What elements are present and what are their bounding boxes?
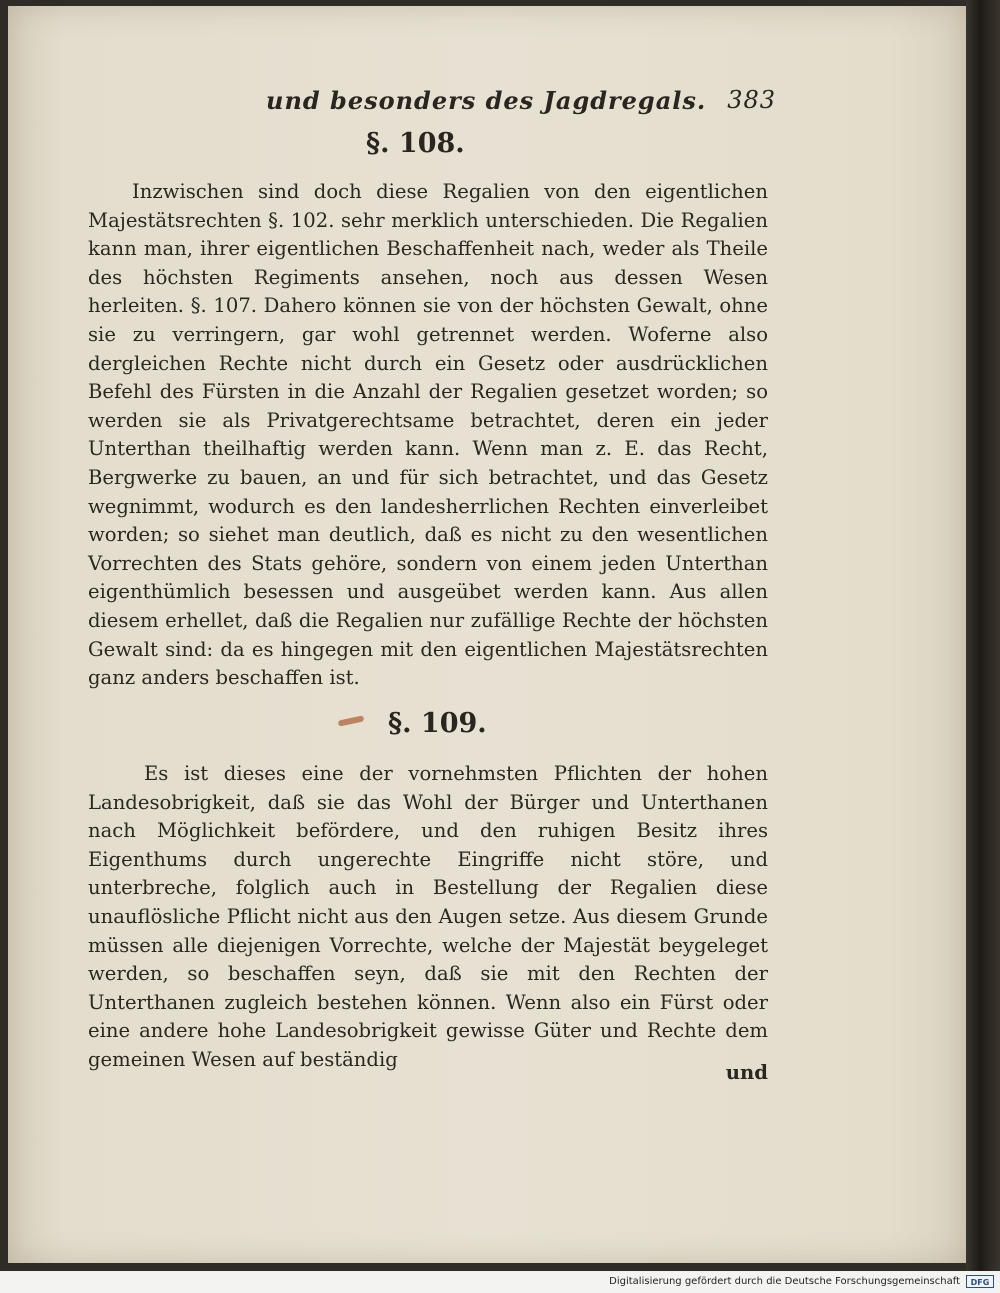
dfg-logo-icon[interactable]: DFG [966, 1275, 994, 1288]
ink-stain-mark [338, 715, 365, 726]
book-page [8, 6, 966, 1263]
catchword: und [725, 1061, 768, 1084]
section-text-109: Es ist dieses eine der vornehmsten Pflichten der hohen Landesobrigkeit, daß sie das Wohl der Bürger und Unterthanen nach Möglichkeit befördere, und den ruhigen Besitz ihres Eigenthums durch ungerechte Eingriffe nicht störe, und unterbreche, folglich auch in Bestellung der Regalien diese unauflösliche Pflicht nicht aus den Augen setze. Aus diesem Grunde müssen alle diejenigen Vorrechte, welche der Majestät beygeleget werden, so beschaffen seyn, daß sie mit den Rechten der Unterthanen zugleich bestehen können. Wenn also ein Fürst oder eine andere hohe Landesobrigkeit gewisse Güter und Rechte dem gemeinen Wesen auf beständig [88, 762, 768, 1071]
page-number: 383 [727, 86, 776, 114]
page-header [266, 86, 776, 120]
section-heading-108: §. 108. [366, 128, 465, 159]
book-edge [966, 0, 1000, 1271]
funding-credit[interactable]: Digitalisierung gefördert durch die Deutsche Forschungsgemeinschaft [609, 1276, 960, 1287]
running-title: und besonders des Jagdregals. [266, 86, 707, 115]
footer-bar [0, 1271, 1000, 1293]
section-heading-109: §. 109. [388, 708, 487, 739]
section-text-108: Inzwischen sind doch diese Regalien von den eigentlichen Majestätsrechten §. 102. sehr merklich unterschieden. Die Regalien kann man, ihrer eigentlichen Beschaffenheit nach, weder als Theile des höchsten Regiments ansehen, noch aus dessen Wesen herleiten. §. 107. Dahero können sie von der höchsten Gewalt, ohne sie zu verringern, gar wohl getrennet werden. Woferne also dergleichen Rechte nicht durch ein Gesetz oder ausdrücklichen Befehl des Fürsten in die Anzahl der Regalien gesetzet worden; so werden sie als Privatgerechtsame betrachtet, deren ein jeder Unterthan theilhaftig werden kann. Wenn man z. E. das Recht, Bergwerke zu bauen, an und für sich betrachtet, und das Gesetz wegnimmt, wodurch es den landesherrlichen Rechten einverleibet worden; so siehet man deutlich, daß es nicht zu den wesentlichen Vorrechten des Stats gehöre, sondern von einem jeden Unterthan eigenthümlich besessen und ausgeübet werden kann. Aus allen diesem erhellet, daß die Regalien nur zufällige Rechte der höchsten Gewalt sind: da es hingegen mit den eigentlichen Majestätsrechten ganz anders beschaffen ist. [88, 180, 768, 690]
